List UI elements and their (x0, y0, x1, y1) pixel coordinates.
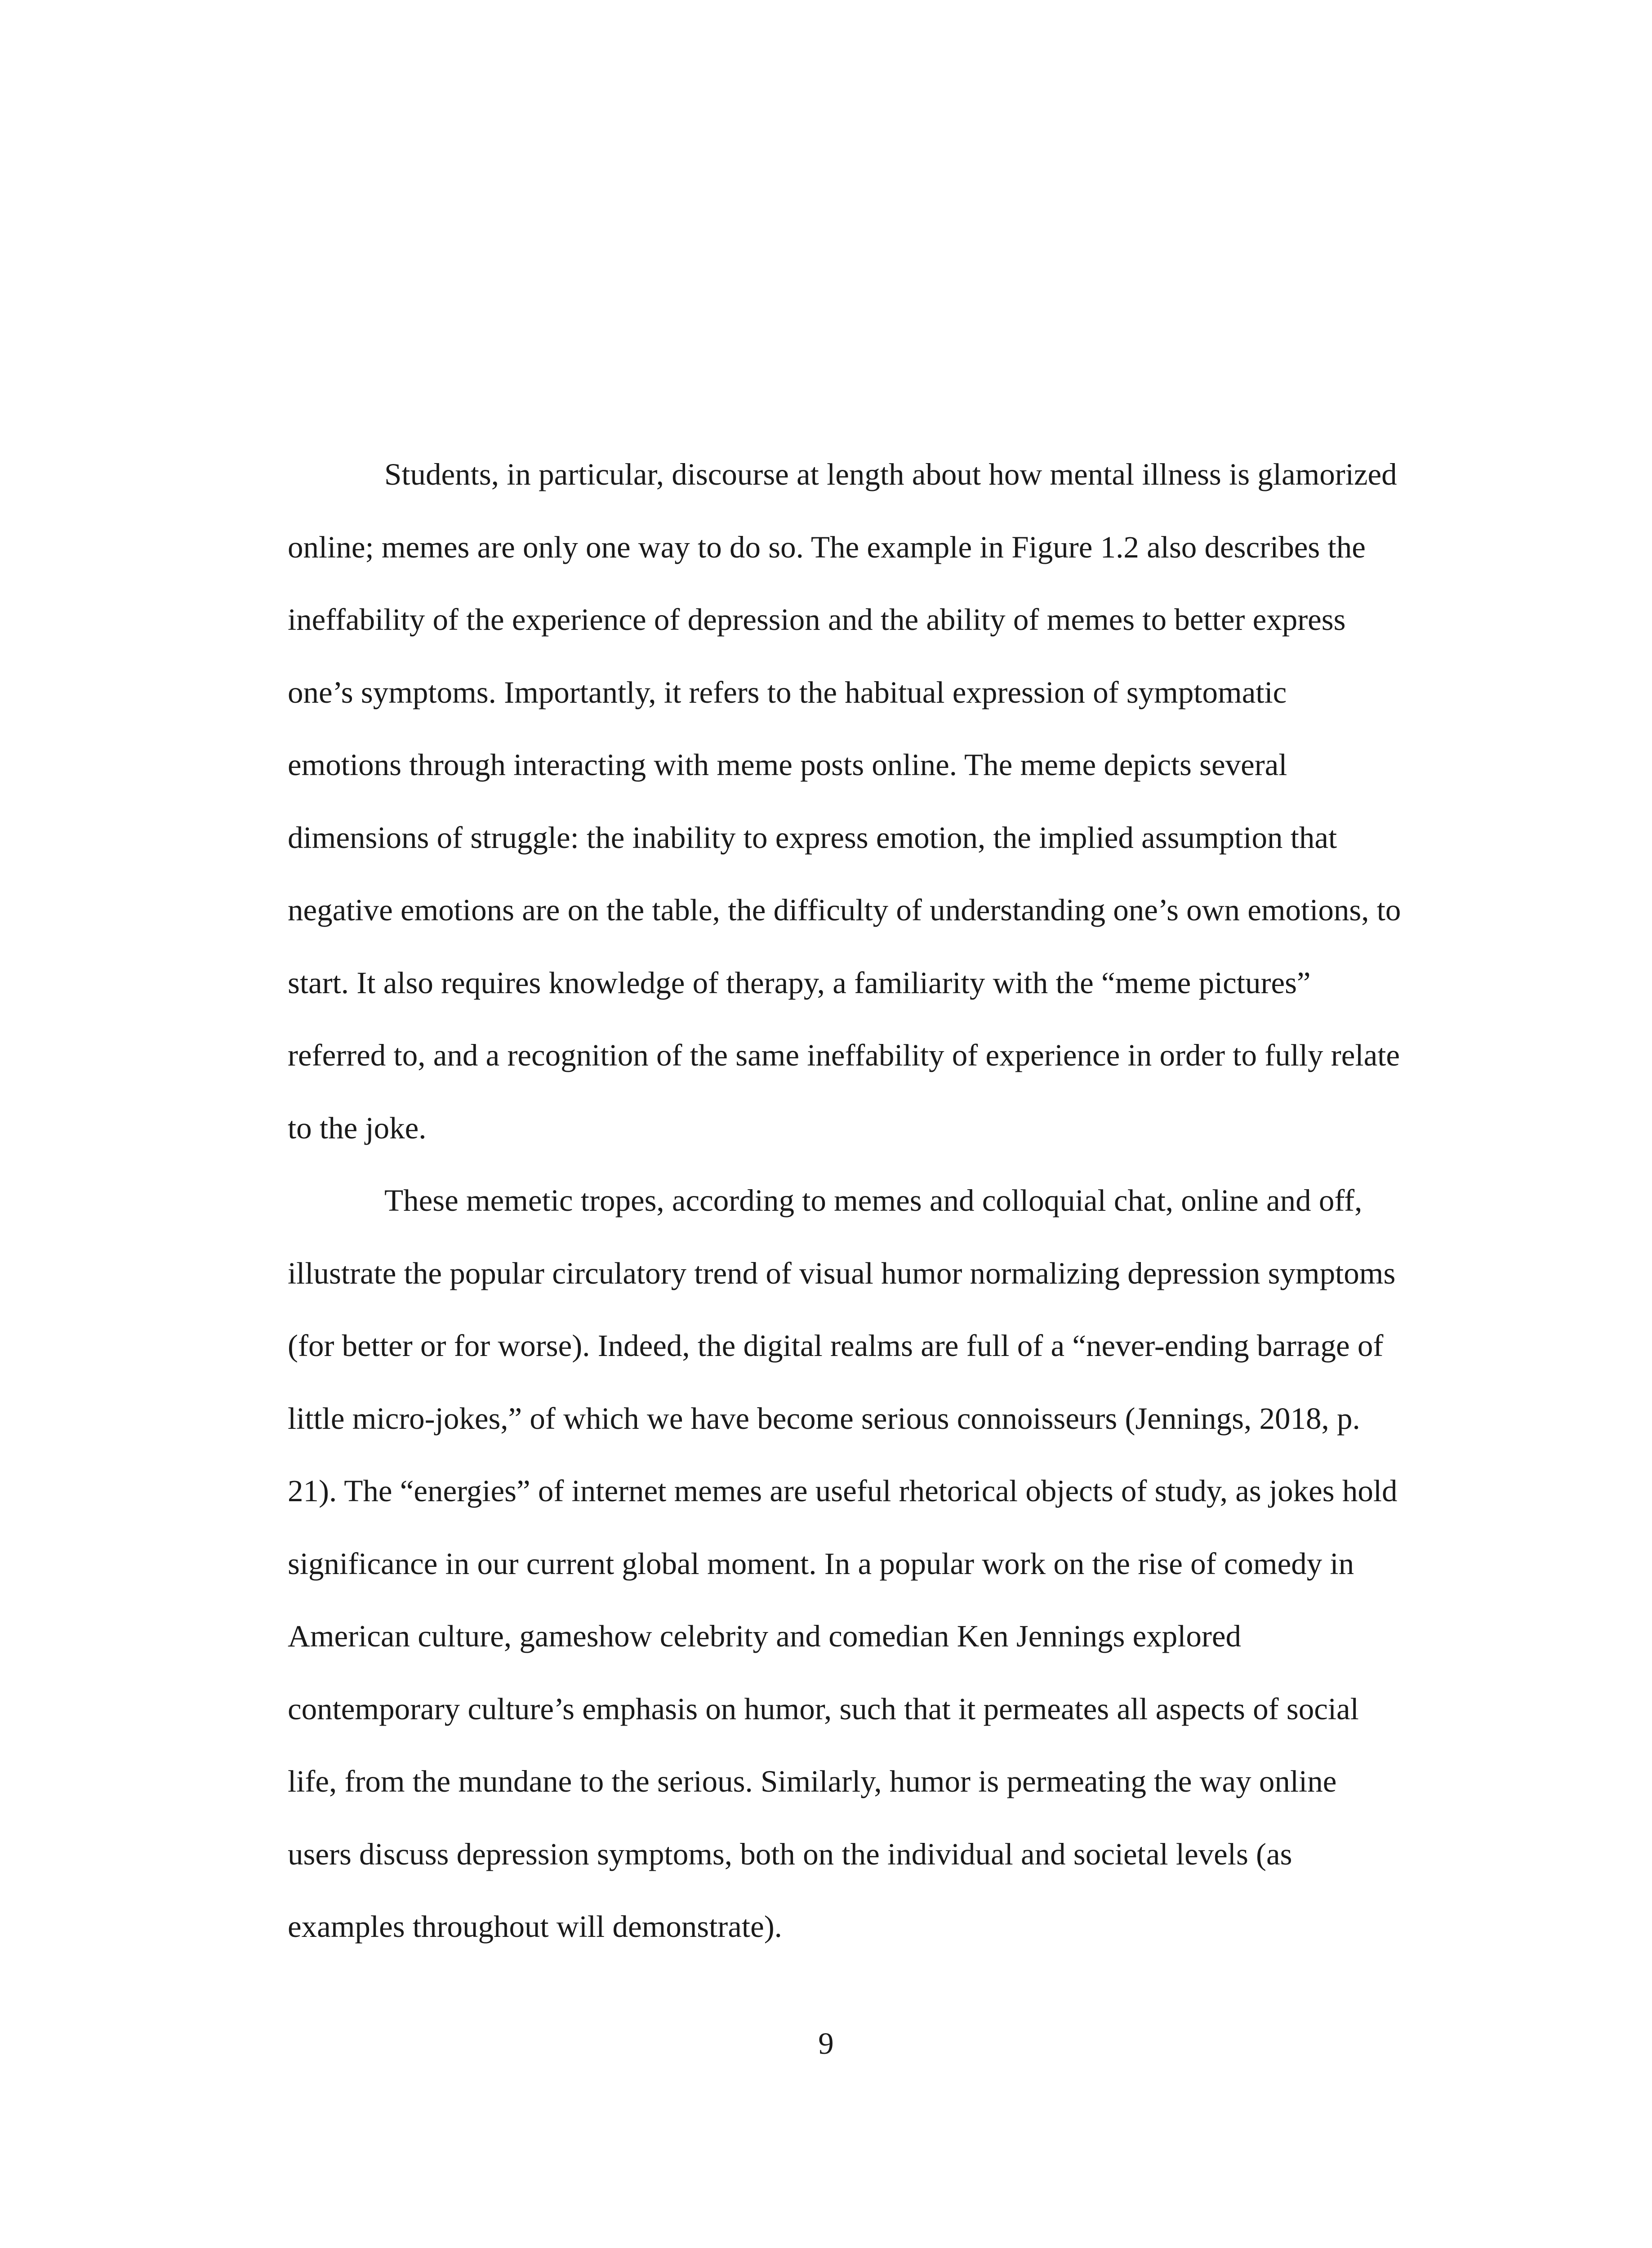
text-line: referred to, and a recognition of the same ineffability of experience in order to fully relate (288, 1038, 1400, 1072)
text-line: to the joke. (288, 1111, 427, 1145)
text-line: contemporary culture’s emphasis on humor, such that it permeates all aspects of social (288, 1691, 1359, 1726)
text-line: American culture, gameshow celebrity and comedian Ken Jennings explored (288, 1619, 1242, 1653)
text-line: users discuss depression symptoms, both on the individual and societal levels (as (288, 1837, 1292, 1871)
text-line: online; memes are only one way to do so. The example in Figure 1.2 also describes the (288, 530, 1366, 564)
text-line: ineffability of the experience of depression and the ability of memes to better express (288, 602, 1346, 637)
paragraph-2 (288, 1164, 1443, 1963)
text-line: one’s symptoms. Importantly, it refers to the habitual expression of symptomatic (288, 675, 1287, 709)
text-line: 21). The “energies” of internet memes are useful rhetorical objects of study, as jokes hold (288, 1474, 1398, 1508)
text-line: (for better or for worse). Indeed, the digital realms are full of a “never-ending barrage of (288, 1329, 1384, 1363)
text-line: Students, in particular, discourse at length about how mental illness is glamorized (384, 457, 1397, 491)
text-line: life, from the mundane to the serious. Similarly, humor is permeating the way online (288, 1764, 1337, 1798)
text-line: start. It also requires knowledge of therapy, a familiarity with the “meme pictures” (288, 965, 1311, 1000)
text-line: significance in our current global moment. In a popular work on the rise of comedy in (288, 1546, 1354, 1581)
text-line: examples throughout will demonstrate). (288, 1909, 782, 1944)
text-line: negative emotions are on the table, the difficulty of understanding one’s own emotions, to (288, 893, 1401, 927)
text-line: illustrate the popular circulatory trend of visual humor normalizing depression symptoms (288, 1256, 1396, 1290)
body-text (288, 438, 1443, 1963)
text-line: little micro-jokes,” of which we have become serious connoisseurs (Jennings, 2018, p. (288, 1401, 1360, 1436)
page-number: 9 (818, 2026, 834, 2061)
text-line: dimensions of struggle: the inability to express emotion, the implied assumption that (288, 820, 1337, 855)
text-line: These memetic tropes, according to memes and colloquial chat, online and off, (384, 1183, 1363, 1218)
paragraph-1 (288, 438, 1443, 1164)
text-line: emotions through interacting with meme posts online. The meme depicts several (288, 748, 1287, 782)
